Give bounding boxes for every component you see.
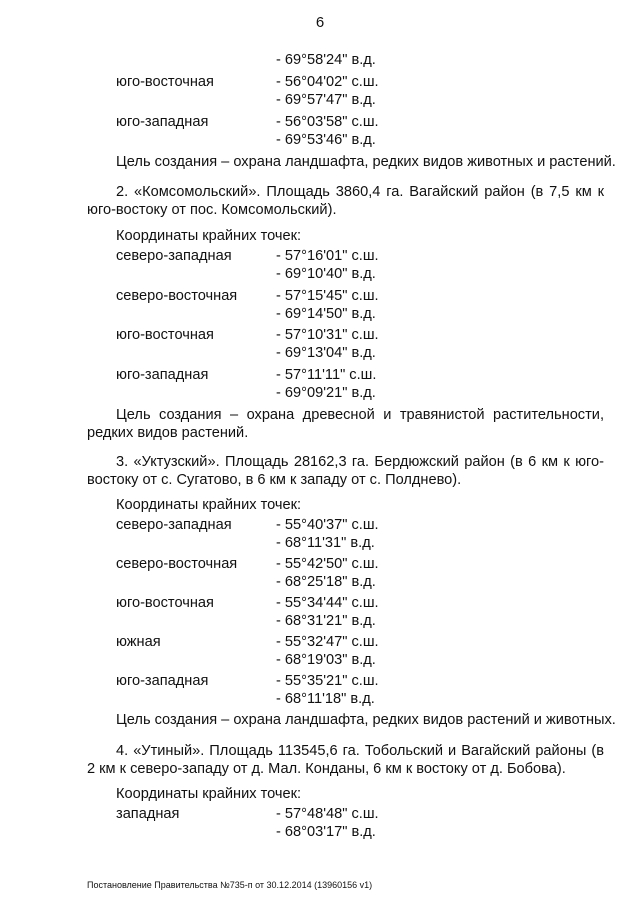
coordinate-value: - 68°11'31" в.д. [276, 535, 375, 551]
coordinate-value: - 68°19'03" в.д. [276, 652, 376, 668]
section-heading: 2. «Комсомольский». Площадь 3860,4 га. Вагайский район (в 7,5 км к юго-востоку от пос. Комсомольский). [87, 184, 604, 218]
coordinate-value: - 55°32'47" с.ш. [276, 634, 379, 650]
page-number: 6 [315, 14, 325, 31]
coordinate-value: - 57°15'45" с.ш. [276, 288, 379, 304]
goal-text: Цель создания – охрана ландшафта, редких видов растений и животных. [116, 712, 616, 728]
point-label: юго-западная [116, 673, 209, 689]
coordinate-value: - 55°34'44" с.ш. [276, 595, 379, 611]
coordinate-value: - 69°53'46" в.д. [276, 132, 376, 148]
point-label: северо-западная [116, 517, 232, 533]
goal-text: Цель создания – охрана ландшафта, редких видов животных и растений. [116, 154, 616, 170]
coordinate-value: - 68°31'21" в.д. [276, 613, 376, 629]
coordinate-value: - 56°03'58" с.ш. [276, 114, 379, 130]
coordinate-value: - 69°09'21" в.д. [276, 385, 376, 401]
point-label: северо-восточная [116, 288, 238, 304]
coordinate-value: - 68°25'18" в.д. [276, 574, 376, 590]
coordinate-value: - 69°58'24" в.д. [276, 52, 376, 68]
section-heading: 4. «Утиный». Площадь 113545,6 га. Тобольский и Вагайский районы (в 2 км к северо-западу от д. Мал. Конданы, 6 км к востоку от д. Бобова). [87, 743, 604, 777]
coordinate-value: - 55°42'50" с.ш. [276, 556, 379, 572]
coordinate-value: - 69°14'50" в.д. [276, 306, 376, 322]
coordinate-value: - 57°48'48" с.ш. [276, 806, 379, 822]
document-footer: Постановление Правительства №735-п от 30.12.2014 (13960156 v1) [87, 880, 373, 890]
coordinate-value: - 68°11'18" в.д. [276, 691, 375, 707]
coords-title: Координаты крайних точек: [116, 228, 302, 244]
point-label: южная [116, 634, 161, 650]
coordinate-value: - 57°10'31" с.ш. [276, 327, 379, 343]
coordinate-value: - 69°10'40" в.д. [276, 266, 376, 282]
coordinate-value: - 56°04'02" с.ш. [276, 74, 379, 90]
point-label: северо-западная [116, 248, 232, 264]
coords-title: Координаты крайних точек: [116, 786, 302, 802]
coordinate-value: - 68°03'17" в.д. [276, 824, 376, 840]
point-label: северо-восточная [116, 556, 238, 572]
point-label: западная [116, 806, 180, 822]
coordinate-value: - 55°40'37" с.ш. [276, 517, 379, 533]
point-label: юго-восточная [116, 327, 214, 343]
point-label: юго-восточная [116, 595, 214, 611]
coordinate-value: - 55°35'21" с.ш. [276, 673, 379, 689]
section-heading: 3. «Уктузский». Площадь 28162,3 га. Бердюжский район (в 6 км к юго-востоку от с. Сугатово, в 6 км к западу от с. Полднево). [87, 454, 604, 488]
point-label: юго-западная [116, 114, 209, 130]
point-label: юго-восточная [116, 74, 214, 90]
coordinate-value: - 57°11'11" с.ш. [276, 367, 377, 383]
coordinate-value: - 69°13'04" в.д. [276, 345, 376, 361]
coords-title: Координаты крайних точек: [116, 497, 302, 513]
coordinate-value: - 57°16'01" с.ш. [276, 248, 379, 264]
goal-text: Цель создания – охрана древесной и травянистой растительности, редких видов растений. [87, 407, 604, 441]
coordinate-value: - 69°57'47" в.д. [276, 92, 376, 108]
point-label: юго-западная [116, 367, 209, 383]
